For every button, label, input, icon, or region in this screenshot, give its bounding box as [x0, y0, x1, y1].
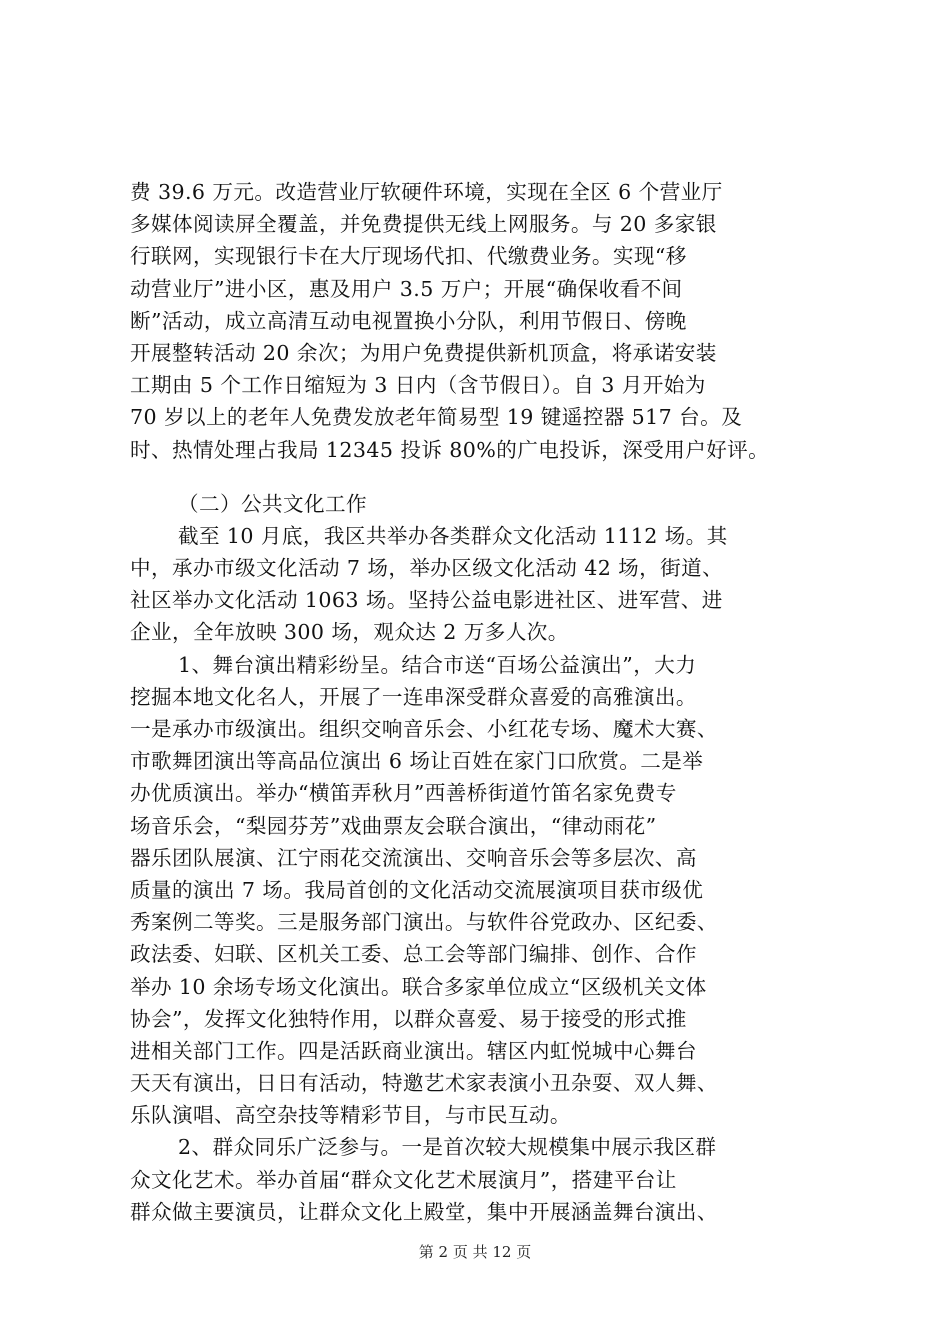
paragraph-3-line: 举办 10 余场专场文化演出。联合多家单位成立“区级机关文体	[130, 974, 707, 999]
paragraph-2-line: 截至 10 月底，我区共举办各类群众文化活动 1112 场。其	[178, 523, 728, 548]
paragraph-1-line: 费 39.6 万元。改造营业厅软硬件环境，实现在全区 6 个营业厅	[130, 180, 723, 204]
page-indicator: 第 2 页 共 12 页	[418, 1243, 532, 1261]
paragraph-3-line: 天天有演出，日日有活动，特邀艺术家表演小丑杂耍、双人舞、	[130, 1071, 718, 1096]
paragraph-4-line: 2、群众同乐广泛参与。一是首次较大规模集中展示我区群	[178, 1135, 717, 1160]
paragraph-1-line: 时、热情处理占我局 12345 投诉 80%的广电投诉，深受用户好评。	[130, 437, 770, 462]
paragraph-1-line: 工期由 5 个工作日缩短为 3 日内（含节假日）。自 3 月开始为	[130, 373, 706, 398]
paragraph-1-line: 开展整转活动 20 余次；为用户免费提供新机顶盒，将承诺安装	[130, 340, 717, 365]
paragraph-3-line: 一是承办市级演出。组织交响音乐会、小红花专场、魔术大赛、	[130, 717, 718, 741]
paragraph-2-line: 社区举办文化活动 1063 场。坚持公益电影进社区、进军营、进	[130, 588, 723, 613]
paragraph-4-line: 众文化艺术。举办首届“群众文化艺术展演月”，搭建平台让	[130, 1167, 677, 1192]
paragraph-3-line: 1、舞台演出精彩纷呈。结合市送“百场公益演出”，大力	[178, 652, 697, 677]
paragraph-1-line: 70 岁以上的老年人免费发放老年简易型 19 键遥控器 517 台。及	[130, 405, 743, 430]
paragraph-1-line: 断”活动，成立高清互动电视置换小分队，利用节假日、傍晚	[130, 308, 687, 333]
section-heading: （二）公共文化工作	[178, 491, 367, 516]
paragraph-3-line: 质量的演出 7 场。我局首创的文化活动交流展演项目获市级优	[130, 877, 704, 902]
paragraph-3-line: 协会”，发挥文化独特作用，以群众喜爱、易于接受的形式推	[130, 1006, 687, 1031]
paragraph-3-line: 政法委、妇联、区机关工委、总工会等部门编排、创作、合作	[130, 942, 697, 967]
paragraph-3-line: 办优质演出。举办“横笛弄秋月”西善桥街道竹笛名家免费专	[130, 781, 677, 806]
paragraph-3-line: 市歌舞团演出等高品位演出 6 场让百姓在家门口欣赏。二是举	[130, 749, 704, 774]
paragraph-1-line: 行联网，实现银行卡在大厅现场代扣、代缴费业务。实现“移	[130, 244, 687, 269]
paragraph-3-line: 秀案例二等奖。三是服务部门演出。与软件谷党政办、区纪委、	[130, 910, 718, 935]
paragraph-3-line: 挖掘本地文化名人，开展了一连串深受群众喜爱的高雅演出。	[130, 684, 697, 709]
paragraph-2-line: 中，承办市级文化活动 7 场，举办区级文化活动 42 场，街道、	[130, 556, 724, 581]
paragraph-3-line: 进相关部门工作。四是活跃商业演出。辖区内虹悦城中心舞台	[130, 1038, 697, 1063]
paragraph-3-line: 乐队演唱、高空杂技等精彩节目，与市民互动。	[130, 1103, 571, 1128]
paragraph-3-line: 场音乐会，“梨园芬芳”戏曲票友会联合演出，“律动雨花”	[130, 813, 657, 838]
paragraph-2-line: 企业，全年放映 300 场，观众达 2 万多人次。	[130, 620, 569, 645]
paragraph-1-line: 动营业厅”进小区，惠及用户 3.5 万户；开展“确保收看不间	[130, 276, 683, 301]
paragraph-1-line: 多媒体阅读屏全覆盖，并免费提供无线上网服务。与 20 多家银	[130, 212, 717, 237]
paragraph-4-line: 群众做主要演员，让群众文化上殿堂，集中开展涵盖舞台演出、	[130, 1199, 718, 1224]
paragraph-3-line: 器乐团队展演、江宁雨花交流演出、交响音乐会等多层次、高	[130, 845, 697, 870]
